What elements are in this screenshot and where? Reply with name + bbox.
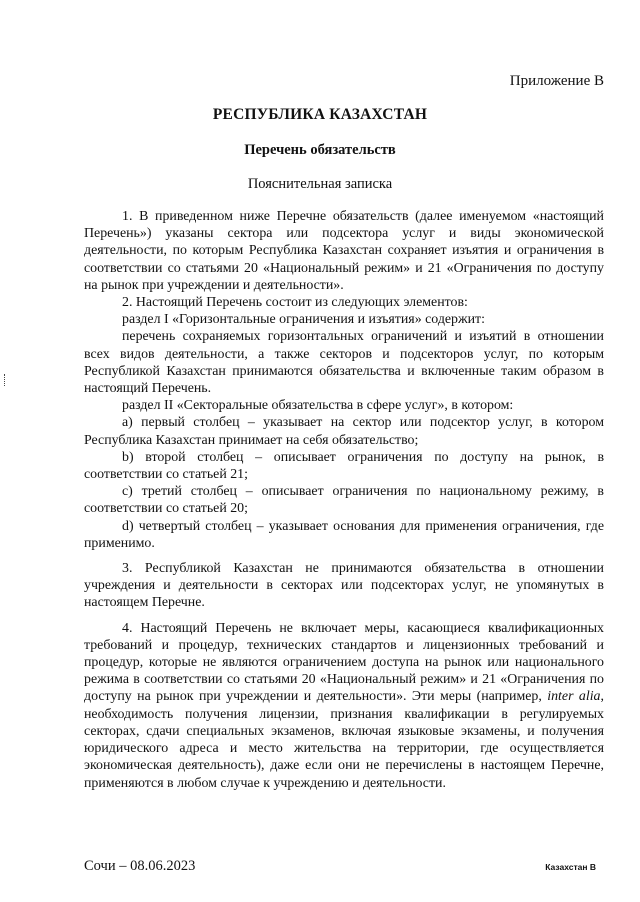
paragraph-2: 2. Настоящий Перечень состоит из следующих элементов: [122, 295, 468, 311]
document-subtitle: Перечень обязательств [244, 142, 396, 158]
footer-place-date: Сочи – 08.06.2023 [84, 858, 196, 874]
list-item-b: b) второй столбец – описывает ограничения по доступу на рынок, в соответствии со статьей 21; [84, 449, 604, 483]
list-item-c: c) третий столбец – описывает ограничения по национальному режиму, в соответствии со статьей 20; [84, 484, 604, 517]
list-item-d: d) четвертый столбец – указывает основания для применения ограничения, где применимо. [84, 518, 604, 551]
paragraph-1: 1. В приведенном ниже Перечне обязательств (далее именуемом «настоящий Перечень») указаны сектора или подсектора услуг и виды экономической деятельности, по которым Республика Казахстан сохраняет изъятия и ограничения в соответствии со статьями 20 «Национальный режим» и 21 «Ограничения по доступу на рынок при учреждении и деятельности». [84, 209, 604, 293]
paragraph-section-2: раздел II «Секторальные обязательства в сфере услуг», в котором: [122, 398, 514, 414]
paragraph-4-part-2: , необходимость получения лицензии, признания квалификации в регулируемых секторах, сдачи специальных экзаменов, включая языковые экзамены, и получения юридического адреса и место жительства на территории, где осуществляется экономическая деятельность), даже если они не перечислены в настоящем Перечне, применяются в любом случае к учреждению и деятельности. [84, 689, 604, 791]
scan-margin-mark [4, 374, 8, 386]
document-title: РЕСПУБЛИКА КАЗАХСТАН [212, 106, 428, 123]
paragraph-section-1-desc: перечень сохраняемых горизонтальных ограничений и изъятий в отношении всех видов деятельности, а также секторов и подсекторов услуг, по которым Республикой Казахстан принимаются обязательства и включенные таким образом в настоящий Перечень. [84, 329, 604, 397]
paragraph-3: 3. Республикой Казахстан не принимаются обязательства в отношении учреждения и деятельности в секторах или подсекторах услуг, не упомянутых в настоящем Перечне. [84, 561, 604, 611]
paragraph-section-1: раздел I «Горизонтальные ограничения и изъятия» содержит: [122, 312, 485, 328]
paragraph-4-italic: inter alia [547, 689, 601, 705]
footer-annex-code: Казахстан B [545, 862, 596, 872]
annex-label: Приложение B [509, 73, 604, 89]
section-title: Пояснительная записка [247, 176, 393, 192]
paragraph-4-part-1: 4. Настоящий Перечень не включает меры, касающиеся квалификационных требований и процедур, технических стандартов и лицензионных требований и процедур, которые не являются ограничением доступа на рынок или национального режима в соответствии со статьями 20 «Национальный режим» и 21 «Ограничения по доступу на рынок при учреждении и деятельности». Эти меры (например, [84, 620, 604, 705]
list-item-a: a) первый столбец – указывает на сектор или подсектор услуг, в котором Республика Казахстан принимает на себя обязательство; [84, 415, 604, 448]
document-body [84, 208, 604, 792]
paragraph-4 [84, 620, 604, 792]
